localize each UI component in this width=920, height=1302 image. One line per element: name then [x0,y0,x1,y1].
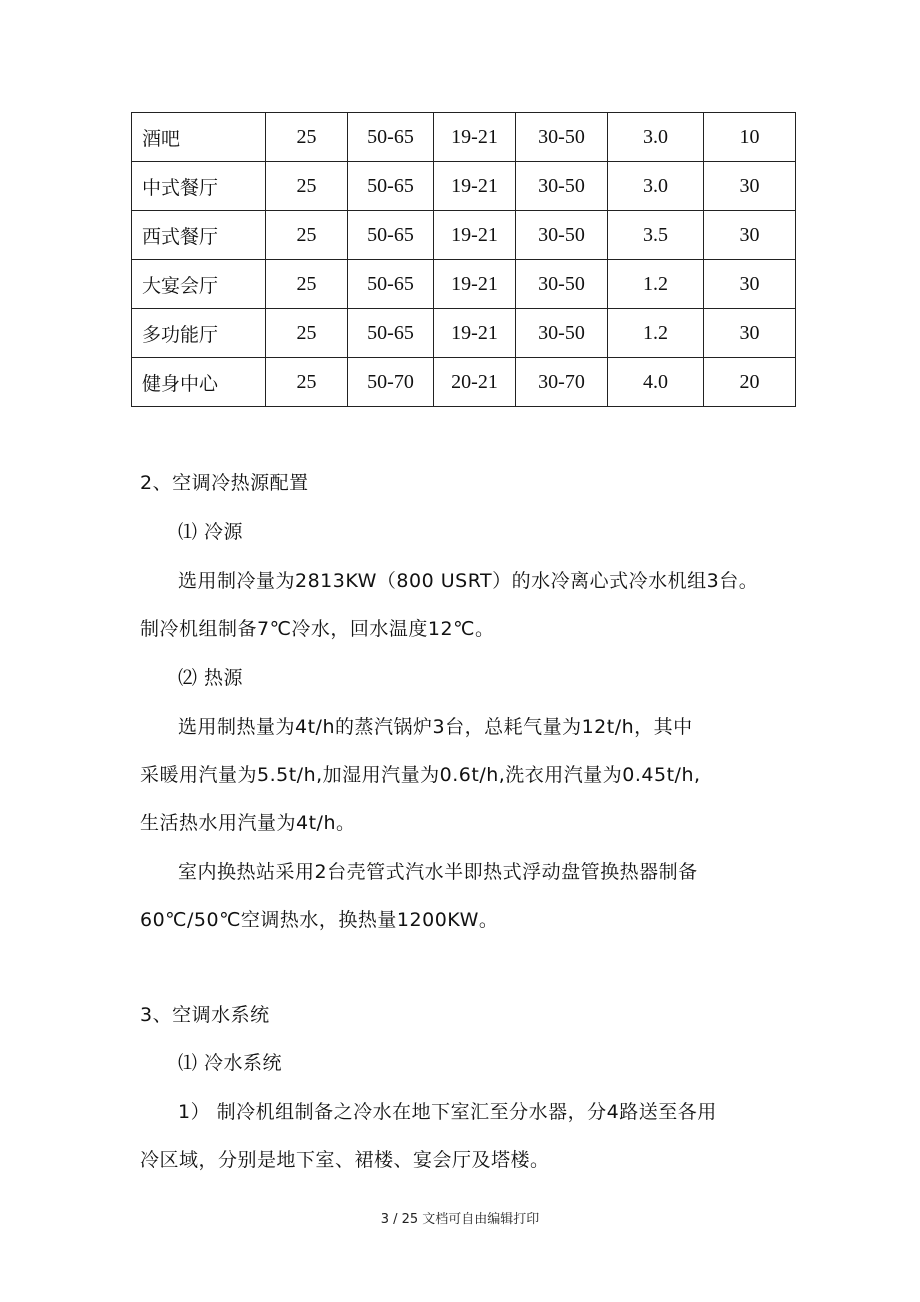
paragraph-line: 采暖用汽量为5.5t/h,加湿用汽量为0.6t/h,洗衣用汽量为0.45t/h, [140,764,701,786]
table-cell-value: 30 [704,162,796,211]
section-2-heading: 2、空调冷热源配置 [140,472,309,494]
room-parameter-table [131,112,796,407]
table-cell-value: 30-50 [516,113,608,162]
table-cell-value: 30-70 [516,358,608,407]
table-row [132,113,796,162]
table-cell-value: 20-21 [434,358,516,407]
paragraph-line: 室内换热站采用2台壳管式汽水半即热式浮动盘管换热器制备 [178,861,698,883]
table-cell-value: 50-65 [348,211,434,260]
table-cell-value: 50-65 [348,260,434,309]
section-2-subheading-heat-source: ⑵ 热源 [178,667,244,689]
paragraph-line: 选用制冷量为2813KW（800 USRT）的水冷离心式冷水机组3台。 [178,570,759,592]
table-cell-value: 30-50 [516,162,608,211]
table-cell-value: 3.5 [608,211,704,260]
table-cell-value: 25 [266,260,348,309]
paragraph-line: 制冷机组制备7℃冷水，回水温度12℃。 [140,618,495,640]
table-cell-value: 25 [266,211,348,260]
table-cell-value: 20 [704,358,796,407]
table-cell-value: 30-50 [516,211,608,260]
table-cell-value: 30 [704,260,796,309]
section-2-subheading-cold-source: ⑴ 冷源 [178,521,244,543]
table-cell-value: 10 [704,113,796,162]
table-cell-value: 19-21 [434,211,516,260]
table-cell-room-name: 健身中心 [132,358,266,407]
table-cell-value: 19-21 [434,162,516,211]
table-cell-value: 30 [704,211,796,260]
table-cell-room-name: 大宴会厅 [132,260,266,309]
table-row [132,309,796,358]
table-cell-room-name: 多功能厅 [132,309,266,358]
table-cell-value: 50-65 [348,309,434,358]
table-cell-room-name: 中式餐厅 [132,162,266,211]
table-cell-value: 50-65 [348,162,434,211]
table-body [132,113,796,407]
table-cell-value: 30-50 [516,309,608,358]
paragraph-line: 1） 制冷机组制备之冷水在地下室汇至分水器，分4路送至各用 [178,1101,717,1123]
page-footer: 3 / 25 文档可自由编辑打印 [380,1212,540,1227]
table-cell-value: 19-21 [434,309,516,358]
paragraph-line: 60℃/50℃空调热水，换热量1200KW。 [140,909,499,931]
table-row [132,358,796,407]
table-row [132,211,796,260]
table-cell-value: 4.0 [608,358,704,407]
table-cell-value: 25 [266,162,348,211]
table-cell-value: 1.2 [608,260,704,309]
paragraph-line: 生活热水用汽量为4t/h。 [140,812,356,834]
table-cell-value: 1.2 [608,309,704,358]
paragraph-line: 选用制热量为4t/h的蒸汽锅炉3台，总耗气量为12t/h，其中 [178,716,693,738]
table-cell-value: 3.0 [608,113,704,162]
section-3-heading: 3、空调水系统 [140,1004,270,1026]
table-cell-value: 25 [266,358,348,407]
table-row [132,162,796,211]
table-cell-value: 30-50 [516,260,608,309]
table-cell-value: 50-65 [348,113,434,162]
table-cell-value: 3.0 [608,162,704,211]
table-cell-value: 30 [704,309,796,358]
table-cell-room-name: 西式餐厅 [132,211,266,260]
table-cell-value: 50-70 [348,358,434,407]
table-cell-value: 25 [266,309,348,358]
table-row [132,260,796,309]
table-cell-room-name: 酒吧 [132,113,266,162]
paragraph-line: 冷区域，分别是地下室、裙楼、宴会厅及塔楼。 [140,1149,550,1171]
table-cell-value: 25 [266,113,348,162]
table-cell-value: 19-21 [434,113,516,162]
section-3-subheading-cold-water: ⑴ 冷水系统 [178,1052,283,1074]
table-cell-value: 19-21 [434,260,516,309]
